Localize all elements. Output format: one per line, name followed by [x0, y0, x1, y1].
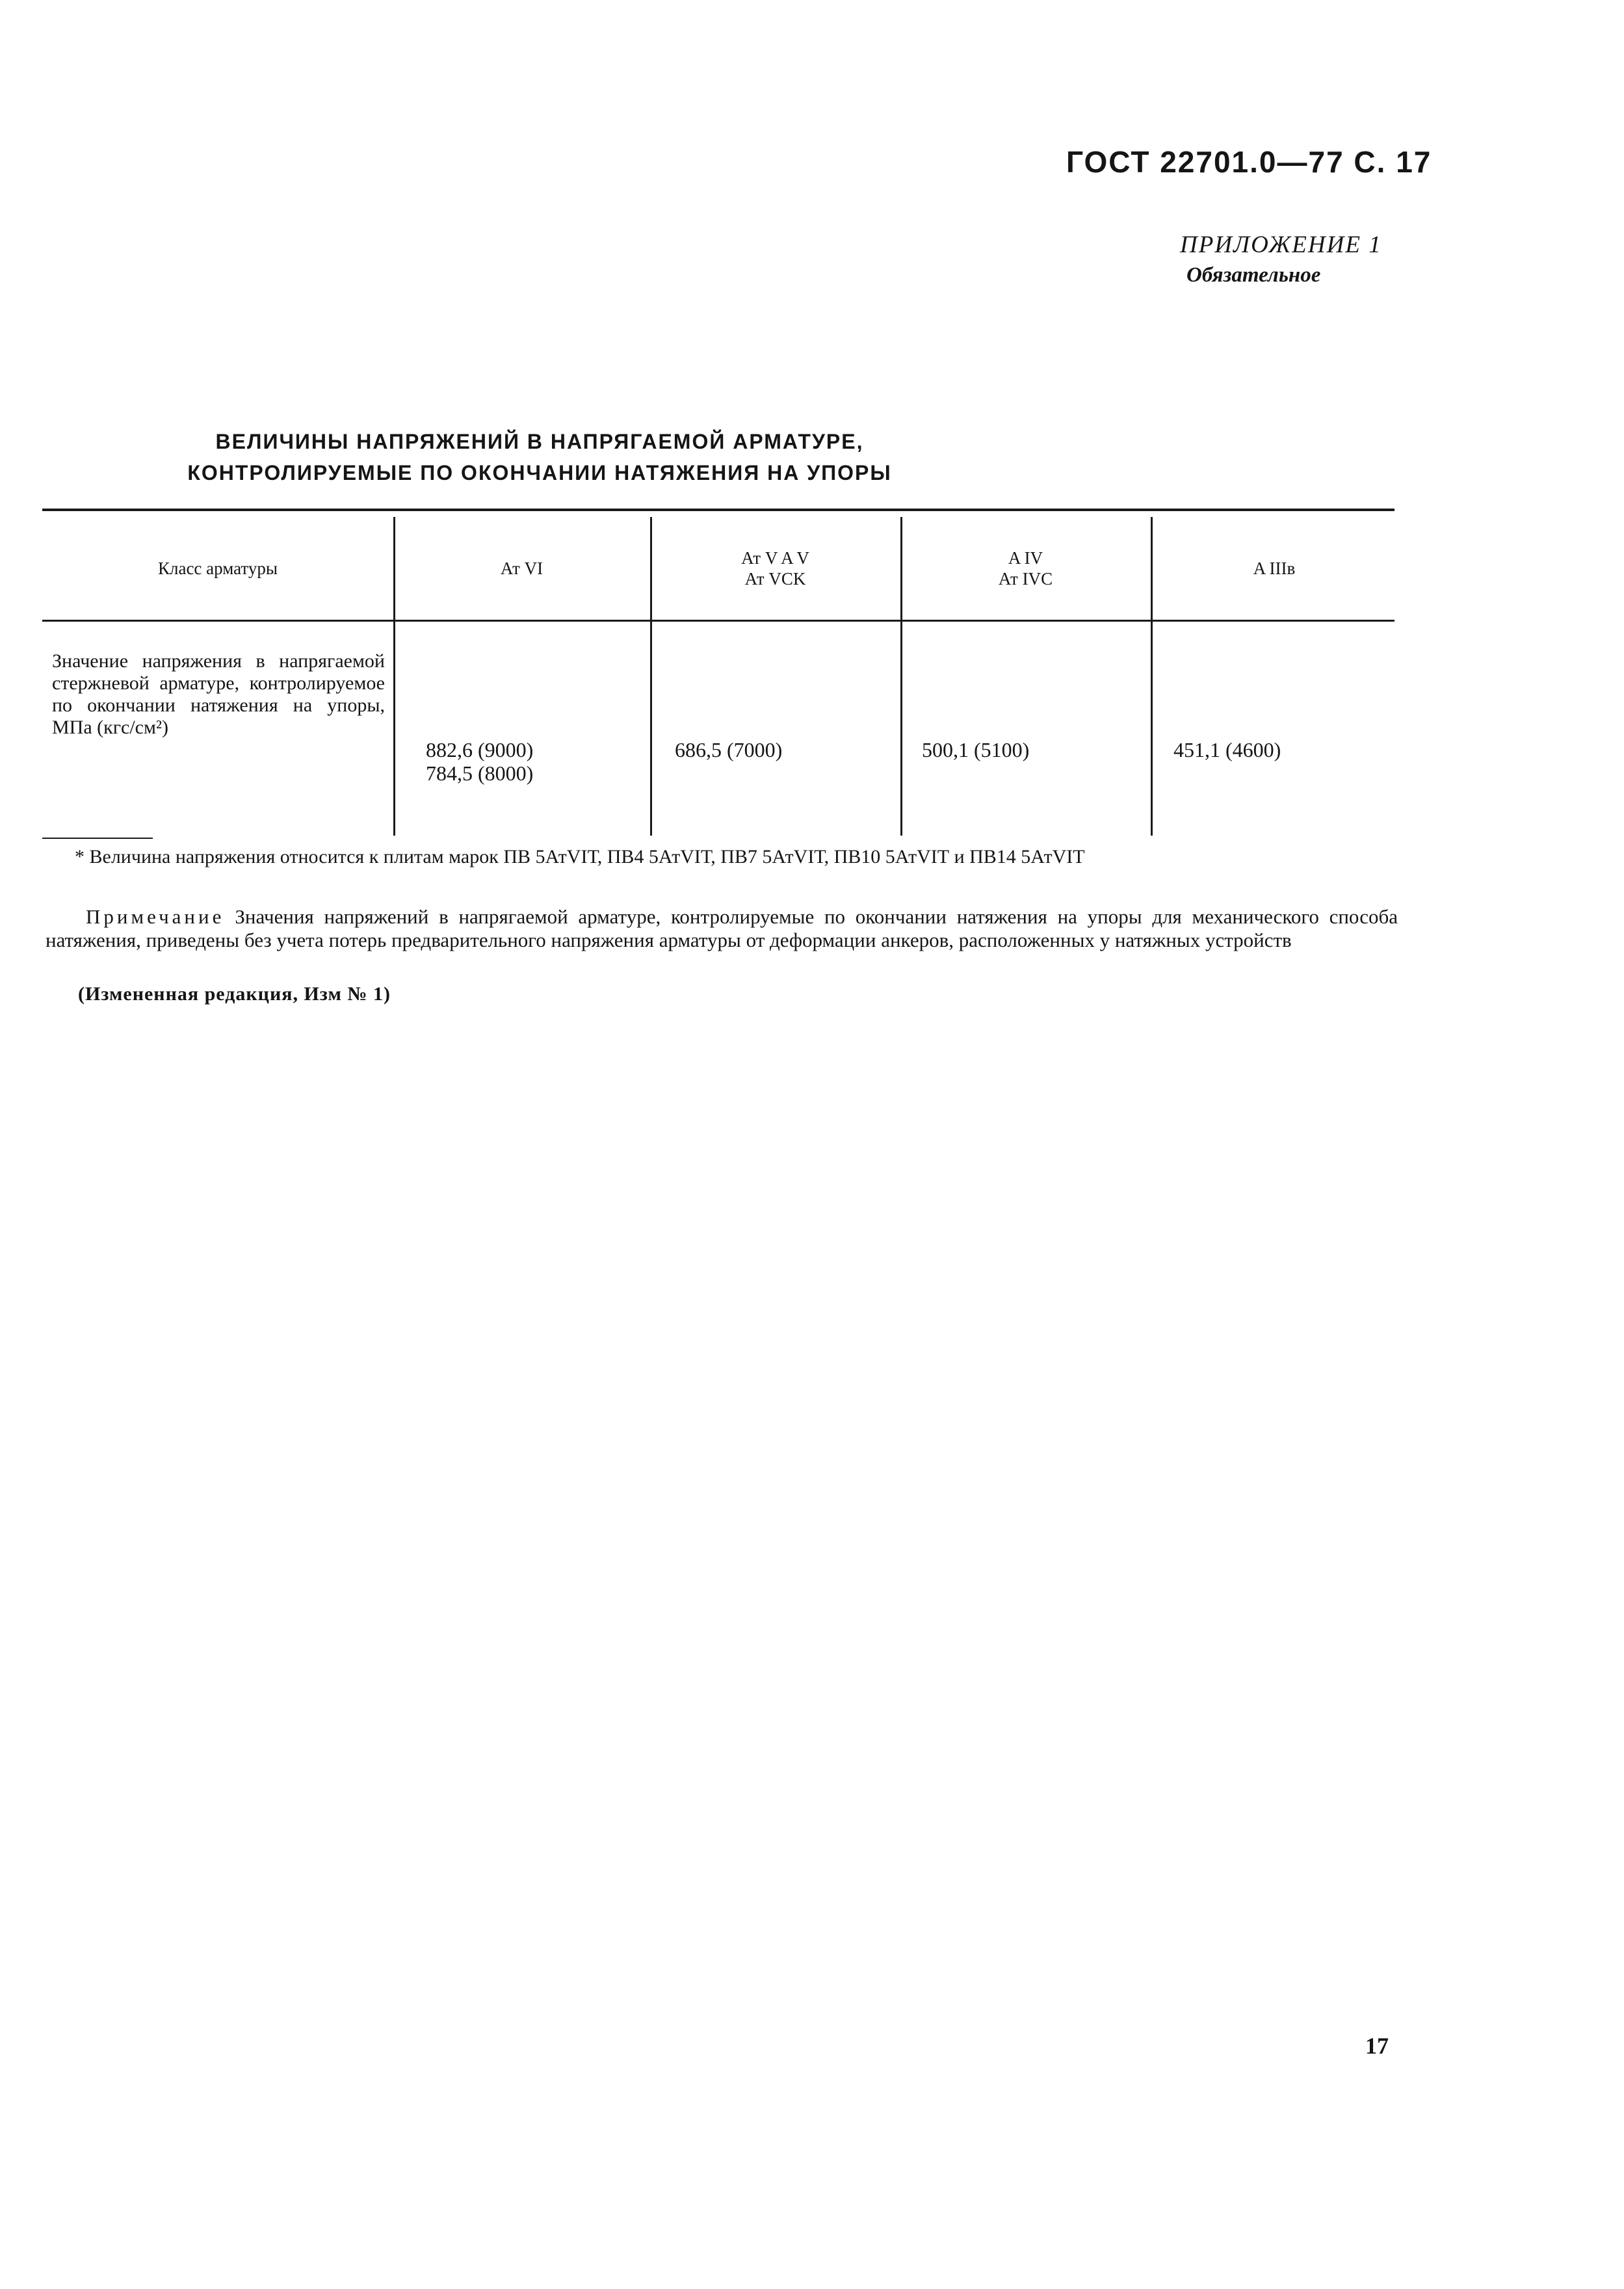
row-label-text: Значение напряжения в напрягаемой стержневой арматуре, контролируемое по окончании натяжения на упоры, МПа (кгс/см²) — [52, 650, 385, 738]
document-header: ГОСТ 22701.0—77 С. 17 — [1066, 145, 1432, 179]
footnote-rule — [42, 838, 153, 839]
value-col-1-line-2: 784,5 (8000) — [426, 761, 534, 785]
value-col-3: 500,1 (5100) — [922, 738, 1030, 761]
page-number: 17 — [1365, 2033, 1389, 2059]
header-col-1: Ат VI — [500, 559, 544, 578]
appendix-status: Обязательное — [1186, 263, 1321, 287]
value-col-1-line-1: 882,6 (9000) — [426, 738, 534, 761]
note-label: Примечание — [86, 905, 225, 928]
header-col-2: Ат V A V Ат VCK — [741, 548, 809, 589]
value-col-2: 686,5 (7000) — [675, 738, 783, 761]
column-divider-2 — [650, 517, 652, 836]
appendix-label: ПРИЛОЖЕНИЕ 1 — [1180, 232, 1382, 258]
revision-note: (Измененная редакция, Изм № 1) — [78, 983, 391, 1005]
value-col-1 — [426, 738, 533, 785]
footnote-text: * Величина напряжения относится к плитам марок ПВ 5АтVIТ, ПВ4 5АтVIТ, ПВ7 5АтVIТ, ПВ10 5АтVIТ и ПВ14 5АтVIТ — [75, 846, 1085, 867]
table-title-line-2: КОНТРОЛИРУЕМЫЕ ПО ОКОНЧАНИИ НАТЯЖЕНИЯ НА УПОРЫ — [187, 461, 892, 484]
column-divider-3 — [900, 517, 902, 836]
header-col-3: A IV Ат IVC — [998, 548, 1053, 589]
header-row-label: Класс арматуры — [157, 559, 278, 578]
table-top-rule — [42, 509, 1395, 511]
value-col-4: 451,1 (4600) — [1173, 738, 1281, 761]
column-divider-4 — [1151, 517, 1153, 836]
note-text: Значения напряжений в напрягаемой арматуре, контролируемые по окончании натяжения на упоры для механического способа натяжения, приведены без учета потерь предварительного напряжения арматуры от деформации анкеров, расположенных у натяжных устройств — [46, 905, 1398, 951]
note — [46, 905, 1398, 952]
table-title-line-1: ВЕЛИЧИНЫ НАПРЯЖЕНИЙ В НАПРЯГАЕМОЙ АРМАТУРЕ, — [215, 430, 864, 453]
header-col-4: A IIIв — [1253, 559, 1296, 578]
footnote — [46, 845, 1398, 869]
table-title — [0, 426, 1079, 488]
table-header-rule — [42, 620, 1395, 622]
column-divider-1 — [393, 517, 395, 836]
